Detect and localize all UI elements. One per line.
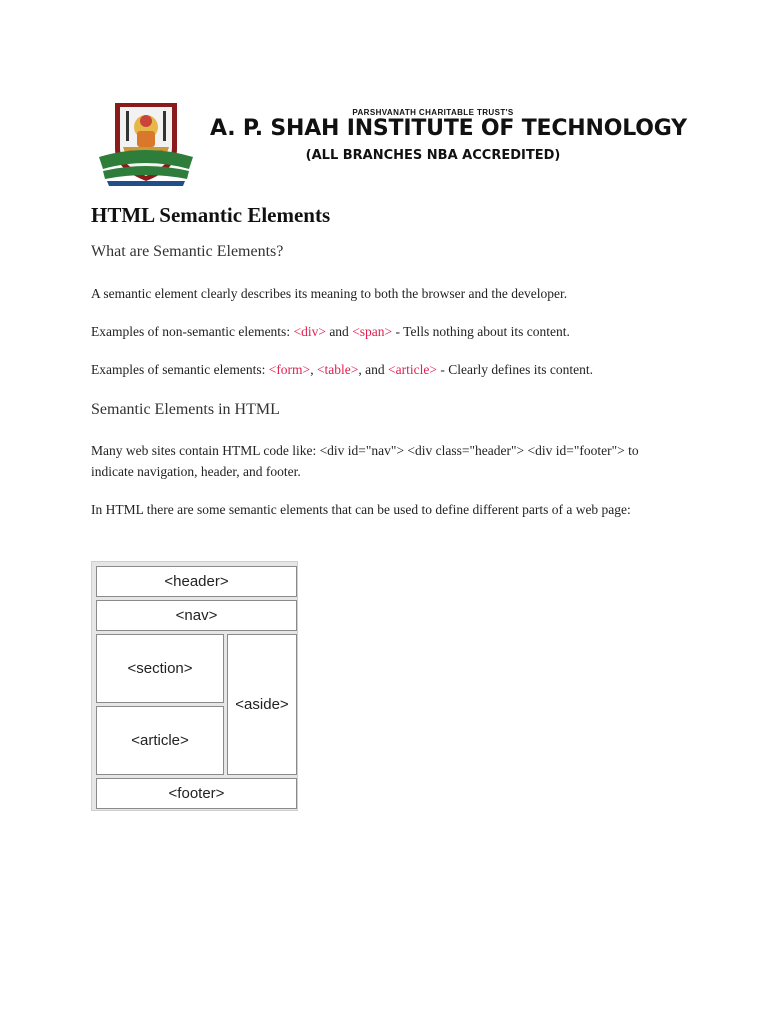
text-span: , bbox=[310, 362, 317, 377]
diagram-header-box: <header> bbox=[96, 566, 297, 597]
text-span: - Clearly defines its content. bbox=[436, 362, 593, 377]
code-example-paragraph: Many web sites contain HTML code like: <div id="nav"> <div class="header"> <div id="footer"> to indicate navigation, header, and footer. bbox=[91, 443, 639, 479]
intro-diagram-paragraph: In HTML there are some semantic elements that can be used to define different parts of a web page: bbox=[91, 502, 631, 517]
form-tag-example: <form> bbox=[268, 362, 311, 377]
text-span: Examples of semantic elements: bbox=[91, 362, 269, 377]
semantic-examples-paragraph bbox=[91, 359, 666, 380]
institute-logo-emblem bbox=[93, 97, 199, 189]
diagram-section-box: <section> bbox=[96, 634, 224, 703]
diagram-article-box: <article> bbox=[96, 706, 224, 775]
trust-name: PARSHVANATH CHARITABLE TRUST'S bbox=[352, 108, 514, 117]
text-span: , and bbox=[358, 362, 389, 377]
non-semantic-examples-paragraph bbox=[91, 321, 666, 342]
diagram-aside-box: <aside> bbox=[227, 634, 297, 775]
semantic-layout-diagram bbox=[91, 561, 298, 811]
article-tag-example: <article> bbox=[388, 362, 437, 377]
diagram-nav-box: <nav> bbox=[96, 600, 297, 631]
accreditation-note: (ALL BRANCHES NBA ACCREDITED) bbox=[305, 148, 561, 163]
institute-name: A. P. SHAH INSTITUTE OF TECHNOLOGY bbox=[210, 116, 687, 141]
section-heading-semantic-in-html: Semantic Elements in HTML bbox=[91, 401, 280, 418]
page-title: HTML Semantic Elements bbox=[91, 203, 331, 227]
text-span: - Tells nothing about its content. bbox=[392, 324, 570, 339]
span-tag-example: <span> bbox=[352, 324, 393, 339]
letterhead bbox=[0, 0, 768, 200]
text-span: and bbox=[325, 324, 353, 339]
table-tag-example: <table> bbox=[316, 362, 359, 377]
div-tag-example: <div> bbox=[293, 324, 326, 339]
diagram-footer-box: <footer> bbox=[96, 778, 297, 809]
text-span: Examples of non-semantic elements: bbox=[91, 324, 294, 339]
definition-paragraph: A semantic element clearly describes its meaning to both the browser and the developer. bbox=[91, 286, 568, 301]
section-heading-what-are: What are Semantic Elements? bbox=[91, 243, 284, 260]
